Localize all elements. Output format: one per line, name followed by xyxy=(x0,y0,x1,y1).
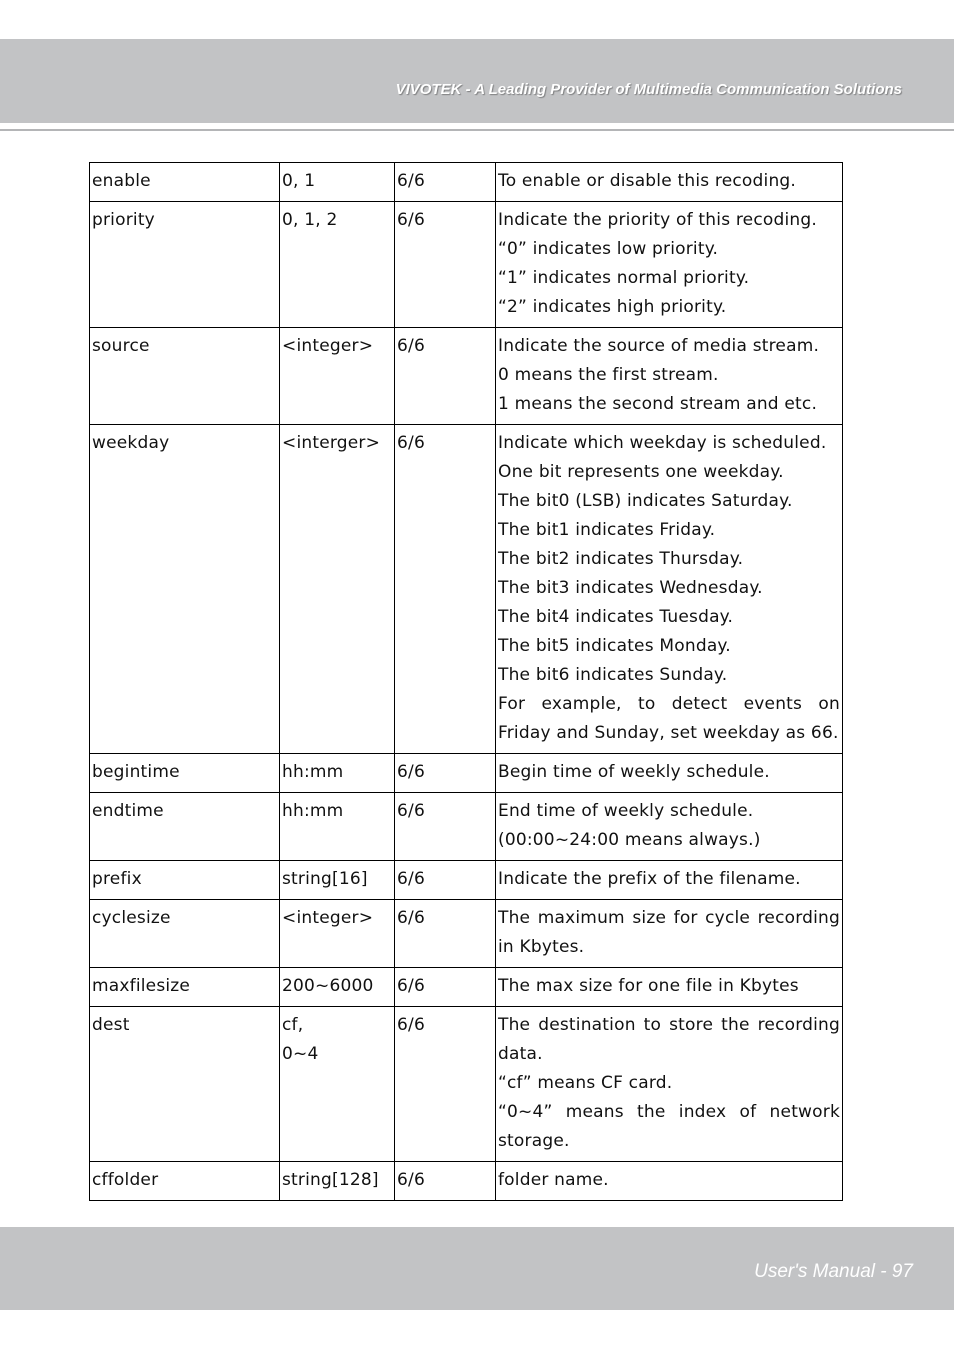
param-name: maxfilesize xyxy=(92,976,191,996)
param-description-line: The bit0 (LSB) indicates Saturday. xyxy=(498,491,793,511)
param-name: dest xyxy=(92,1015,130,1035)
param-description-cell xyxy=(496,754,843,793)
param-description-line: 1 means the second stream and etc. xyxy=(498,394,818,414)
param-value-cell xyxy=(280,968,395,1007)
param-value-cell xyxy=(280,1007,395,1162)
param-security: 6/6 xyxy=(397,433,425,453)
page-footer xyxy=(0,1227,954,1310)
param-name: cyclesize xyxy=(92,908,171,928)
param-description-cell xyxy=(496,328,843,425)
table-row xyxy=(90,861,843,900)
param-value-cell xyxy=(280,754,395,793)
param-value: hh:mm xyxy=(282,801,344,821)
param-description-line: The maximum size for cycle recording xyxy=(498,908,840,928)
param-name: source xyxy=(92,336,150,356)
param-description-line: The bit3 indicates Wednesday. xyxy=(498,578,763,598)
table-row xyxy=(90,425,843,754)
param-security-cell xyxy=(395,900,496,968)
param-security-cell xyxy=(395,202,496,328)
param-name-cell xyxy=(90,425,280,754)
param-value: cf, xyxy=(282,1015,304,1035)
param-value-cell xyxy=(280,1162,395,1201)
table-row xyxy=(90,793,843,861)
param-description-line: data. xyxy=(498,1044,543,1064)
param-name-cell xyxy=(90,202,280,328)
param-description-line: The destination to store the recording xyxy=(498,1015,840,1035)
param-description-line: Indicate which weekday is scheduled. xyxy=(498,433,827,453)
param-security-cell xyxy=(395,861,496,900)
param-name: endtime xyxy=(92,801,164,821)
param-security: 6/6 xyxy=(397,762,425,782)
param-description-line: (00:00~24:00 means always.) xyxy=(498,830,761,850)
param-security-cell xyxy=(395,425,496,754)
param-name: enable xyxy=(92,171,151,191)
param-security: 6/6 xyxy=(397,976,425,996)
param-value-cell xyxy=(280,793,395,861)
param-description-line: folder name. xyxy=(498,1170,609,1190)
param-name-cell xyxy=(90,793,280,861)
param-description-line: The bit4 indicates Tuesday. xyxy=(498,607,734,627)
page-number: User's Manual - 97 xyxy=(754,1261,913,1282)
param-description-line: 0 means the first stream. xyxy=(498,365,719,385)
param-security-cell xyxy=(395,754,496,793)
param-description-line: End time of weekly schedule. xyxy=(498,801,754,821)
param-name-cell xyxy=(90,861,280,900)
param-description-line: One bit represents one weekday. xyxy=(498,462,784,482)
param-value: <integer> xyxy=(282,908,374,928)
param-name-cell xyxy=(90,163,280,202)
header-title: VIVOTEK - A Leading Provider of Multimedia Communication Solutions xyxy=(395,81,902,98)
header-divider xyxy=(0,129,954,131)
param-description-line: The bit5 indicates Monday. xyxy=(498,636,731,656)
param-value-cell xyxy=(280,861,395,900)
param-value-cell xyxy=(280,202,395,328)
param-security-cell xyxy=(395,163,496,202)
param-name: weekday xyxy=(92,433,170,453)
param-description-cell xyxy=(496,900,843,968)
param-value: 0, 1, 2 xyxy=(282,210,338,230)
param-security: 6/6 xyxy=(397,869,425,889)
param-value: 0, 1 xyxy=(282,171,316,191)
table-row xyxy=(90,900,843,968)
param-value-cell xyxy=(280,328,395,425)
param-name-cell xyxy=(90,1007,280,1162)
param-description-line: Friday and Sunday, set weekday as 66. xyxy=(498,723,839,743)
param-security-cell xyxy=(395,793,496,861)
parameter-table-body xyxy=(90,163,843,1201)
param-description-line: For example, to detect events on xyxy=(498,694,840,714)
param-description-cell xyxy=(496,793,843,861)
param-security: 6/6 xyxy=(397,1170,425,1190)
param-value: 0~4 xyxy=(282,1044,319,1064)
param-description-cell xyxy=(496,163,843,202)
param-description-line: Indicate the source of media stream. xyxy=(498,336,820,356)
param-value: hh:mm xyxy=(282,762,344,782)
table-row xyxy=(90,968,843,1007)
param-name: priority xyxy=(92,210,155,230)
param-description-cell xyxy=(496,425,843,754)
param-description-line: “0~4” means the index of network xyxy=(498,1102,840,1122)
param-description-line: The bit1 indicates Friday. xyxy=(498,520,716,540)
param-name: begintime xyxy=(92,762,180,782)
param-value-cell xyxy=(280,900,395,968)
param-name-cell xyxy=(90,328,280,425)
param-value: 200~6000 xyxy=(282,976,374,996)
param-description-cell xyxy=(496,968,843,1007)
param-description-line: in Kbytes. xyxy=(498,937,585,957)
table-row xyxy=(90,202,843,328)
param-value-cell xyxy=(280,425,395,754)
param-security-cell xyxy=(395,328,496,425)
param-security: 6/6 xyxy=(397,801,425,821)
param-name-cell xyxy=(90,900,280,968)
param-value-cell xyxy=(280,163,395,202)
param-security: 6/6 xyxy=(397,336,425,356)
parameter-table xyxy=(89,162,843,1201)
param-name: prefix xyxy=(92,869,142,889)
param-description-line: “0” indicates low priority. xyxy=(498,239,719,259)
table-row xyxy=(90,328,843,425)
param-value: <integer> xyxy=(282,336,374,356)
param-security: 6/6 xyxy=(397,210,425,230)
table-row xyxy=(90,754,843,793)
table-row xyxy=(90,1162,843,1201)
param-description-cell xyxy=(496,1007,843,1162)
param-description-line: The bit2 indicates Thursday. xyxy=(498,549,744,569)
param-security-cell xyxy=(395,1162,496,1201)
param-description-line: “2” indicates high priority. xyxy=(498,297,727,317)
param-description-cell xyxy=(496,202,843,328)
param-description-line: The max size for one file in Kbytes xyxy=(498,976,799,996)
param-description-cell xyxy=(496,861,843,900)
page-header xyxy=(0,39,954,123)
param-description-line: Indicate the prefix of the filename. xyxy=(498,869,801,889)
param-security: 6/6 xyxy=(397,908,425,928)
param-security: 6/6 xyxy=(397,171,425,191)
table-row xyxy=(90,1007,843,1162)
param-value: string[16] xyxy=(282,869,368,889)
param-description-line: Indicate the priority of this recoding. xyxy=(498,210,817,230)
param-value: string[128] xyxy=(282,1170,379,1190)
param-security-cell xyxy=(395,1007,496,1162)
param-description-line: The bit6 indicates Sunday. xyxy=(498,665,728,685)
param-description-line: Begin time of weekly schedule. xyxy=(498,762,770,782)
param-description-cell xyxy=(496,1162,843,1201)
param-description-line: “1” indicates normal priority. xyxy=(498,268,750,288)
param-name-cell xyxy=(90,1162,280,1201)
param-description-line: To enable or disable this recoding. xyxy=(498,171,797,191)
param-value: <interger> xyxy=(282,433,381,453)
param-description-line: storage. xyxy=(498,1131,570,1151)
table-row xyxy=(90,163,843,202)
param-name-cell xyxy=(90,968,280,1007)
param-security-cell xyxy=(395,968,496,1007)
param-security: 6/6 xyxy=(397,1015,425,1035)
param-name: cffolder xyxy=(92,1170,159,1190)
param-name-cell xyxy=(90,754,280,793)
param-description-line: “cf” means CF card. xyxy=(498,1073,673,1093)
